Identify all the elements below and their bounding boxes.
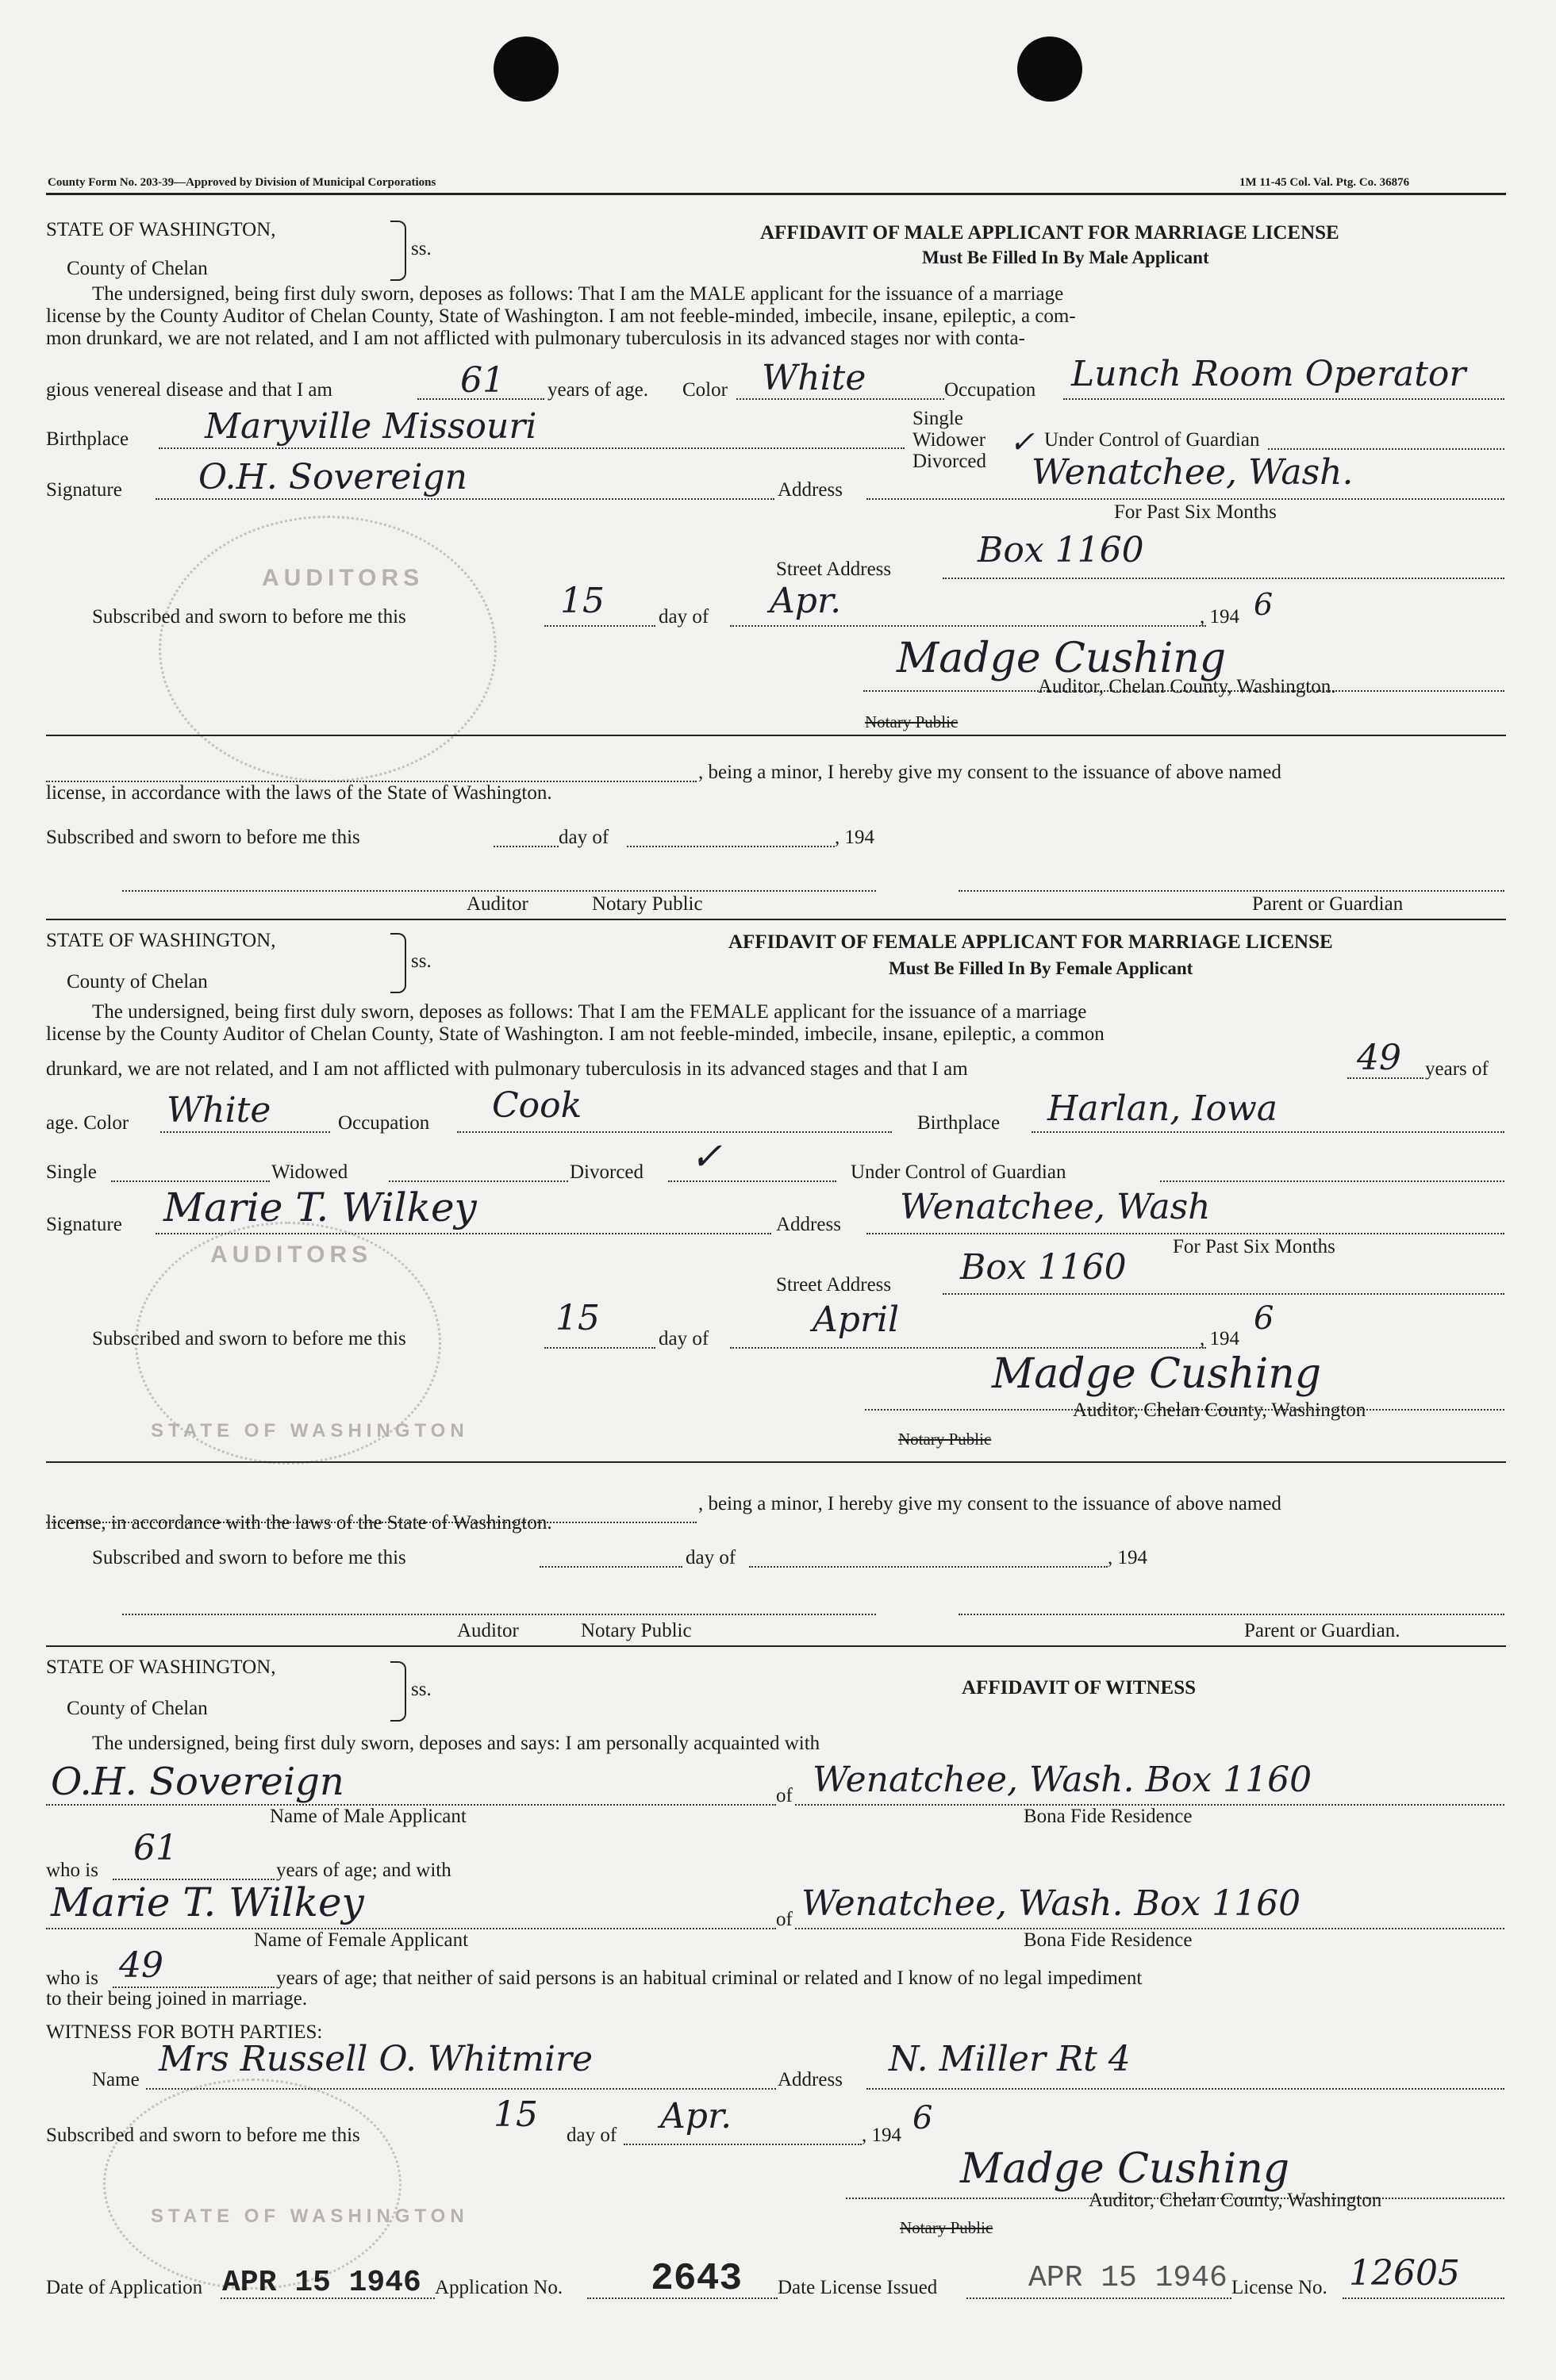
- female-years-of: years of: [1425, 1058, 1489, 1080]
- minor1-month-line: [627, 846, 835, 847]
- female-street-line: [943, 1293, 1504, 1295]
- venue-county: County of Chelan: [67, 258, 208, 279]
- male-year-digit[interactable]: 6: [1254, 587, 1274, 622]
- female-birthplace-label: Birthplace: [917, 1112, 1001, 1134]
- male-street[interactable]: Box 1160: [978, 530, 1144, 570]
- witness-venue-county: County of Chelan: [67, 1698, 208, 1719]
- female-widowed-line: [389, 1180, 568, 1182]
- female-address[interactable]: Wenatchee, Wash: [900, 1187, 1211, 1227]
- female-venue-county: County of Chelan: [67, 971, 208, 992]
- witness-name-line: [146, 2088, 776, 2090]
- header-rule: [46, 193, 1506, 195]
- witness-address-label: Address: [778, 2069, 843, 2090]
- minor1-parent: Parent or Guardian: [1252, 893, 1404, 915]
- female-month[interactable]: April: [813, 1299, 900, 1340]
- male-birthplace-label: Birthplace: [46, 428, 129, 450]
- witness-venue-state: STATE OF WASHINGTON,: [46, 1656, 276, 1678]
- female-widowed: Widowed: [271, 1161, 348, 1183]
- male-age-suffix: years of age.: [547, 379, 649, 401]
- female-single-line: [111, 1180, 270, 1182]
- witness-who-is-1: who is: [46, 1860, 98, 1881]
- male-day-line: [544, 625, 655, 627]
- minor2-consent-2: license, in accordance with the laws of the State of Washington.: [46, 1512, 552, 1534]
- witness-both-parties: WITNESS FOR BOTH PARTIES:: [46, 2021, 323, 2043]
- female-divorced-check[interactable]: ✓: [690, 1134, 723, 1179]
- application-number[interactable]: 2643: [651, 2258, 743, 2301]
- witness-address-line: [866, 2088, 1504, 2090]
- female-notary: Notary Public: [898, 1430, 992, 1449]
- minor1-parent-line: [959, 890, 1504, 892]
- male-guardian: Under Control of Guardian: [1044, 429, 1260, 451]
- minor2-year: , 194: [1108, 1547, 1147, 1568]
- male-body-1: The undersigned, being first duly sworn, deposes as follows: That I am the MALE applicant for the issuance of a marriage: [92, 283, 1064, 305]
- witness-sworn-label: Subscribed and sworn to before me this: [46, 2125, 360, 2146]
- female-divorced: Divorced: [570, 1161, 644, 1183]
- male-occupation-label: Occupation: [944, 379, 1036, 401]
- female-title: AFFIDAVIT OF FEMALE APPLICANT FOR MARRIAGE LICENSE: [728, 931, 1333, 953]
- male-widower: Widower: [912, 429, 986, 451]
- date-license-issued-stamp[interactable]: APR 15 1946: [1028, 2261, 1228, 2295]
- male-color-line: [736, 398, 944, 400]
- female-sworn-label: Subscribed and sworn to before me this: [92, 1328, 406, 1349]
- male-month[interactable]: Apr.: [770, 581, 842, 621]
- minor2-day-of: day of: [686, 1547, 736, 1568]
- male-signature[interactable]: O.H. Sovereign: [198, 457, 468, 497]
- minor2-section-rule: [46, 1645, 1506, 1647]
- witness-male-residence[interactable]: Wenatchee, Wash. Box 1160: [813, 1760, 1312, 1800]
- female-body-3: drunkard, we are not related, and I am not afflicted with pulmonary tuberculosis in its advanced stages and that I am: [46, 1058, 968, 1080]
- male-day-of: day of: [659, 606, 709, 628]
- minor1-year: , 194: [835, 827, 874, 848]
- minor2-parent-line: [959, 1614, 1504, 1615]
- witness-venue-ss: ss.: [411, 1679, 432, 1700]
- license-number-label: License No.: [1231, 2277, 1327, 2298]
- minor2-auditor: Auditor: [457, 1620, 519, 1641]
- female-birthplace[interactable]: Harlan, Iowa: [1047, 1088, 1278, 1129]
- minor1-consent: , being a minor, I hereby give my consent to the issuance of above named: [698, 762, 1281, 783]
- date-of-application-label: Date of Application: [46, 2277, 203, 2298]
- seal-text-2: AUDITORS: [210, 1242, 373, 1268]
- male-occupation-line: [1063, 398, 1504, 400]
- male-color[interactable]: White: [762, 358, 866, 398]
- female-body-1: The undersigned, being first duly sworn, deposes as follows: That I am the FEMALE applicant for the issuance of a marriage: [92, 1001, 1087, 1023]
- application-number-label: Application No.: [435, 2277, 563, 2298]
- witness-day-of: day of: [567, 2125, 617, 2146]
- license-number[interactable]: 12605: [1349, 2253, 1460, 2294]
- male-title: AFFIDAVIT OF MALE APPLICANT FOR MARRIAGE LICENSE: [760, 222, 1339, 244]
- female-venue-state: STATE OF WASHINGTON,: [46, 930, 276, 951]
- punch-hole-right: [1017, 36, 1082, 102]
- male-month-line: [730, 625, 1206, 627]
- witness-male-of: of: [776, 1785, 793, 1806]
- female-guardian: Under Control of Guardian: [851, 1161, 1066, 1183]
- female-day-line: [544, 1347, 655, 1349]
- minor2-sign-line: [122, 1614, 876, 1615]
- witness-male-age[interactable]: 61: [133, 1828, 178, 1868]
- female-street-label: Street Address: [776, 1274, 892, 1296]
- male-sworn-label: Subscribed and sworn to before me this: [92, 606, 406, 628]
- minor1-consent-2: license, in accordance with the laws of the State of Washington.: [46, 782, 552, 804]
- seal-text-1: AUDITORS: [262, 565, 425, 591]
- male-body-4: gious venereal disease and that I am: [46, 379, 332, 401]
- witness-address[interactable]: N. Miller Rt 4: [889, 2039, 1131, 2079]
- witness-male-name[interactable]: O.H. Sovereign: [51, 1760, 344, 1804]
- date-license-issued-line: [966, 2297, 1231, 2299]
- male-signature-label: Signature: [46, 479, 122, 501]
- male-occupation[interactable]: Lunch Room Operator: [1071, 354, 1466, 394]
- witness-auditor-title: Auditor, Chelan County, Washington: [1089, 2190, 1382, 2211]
- male-body-2: license by the County Auditor of Chelan County, State of Washington. I am not feeble-minded, imbecile, insane, epileptic, a com-: [46, 305, 1076, 327]
- female-age-color-label: age. Color: [46, 1112, 129, 1134]
- male-body-3: mon drunkard, we are not related, and I am not afflicted with pulmonary tuberculosis in its advanced stages nor with conta-: [46, 328, 1025, 349]
- minor2-day-line: [540, 1566, 682, 1568]
- female-month-line: [730, 1347, 1206, 1349]
- female-single: Single: [46, 1161, 97, 1183]
- female-color[interactable]: White: [167, 1090, 271, 1130]
- male-auditor-title: Auditor, Chelan County, Washington.: [1038, 676, 1336, 697]
- female-address-label: Address: [776, 1214, 841, 1235]
- minor1-day-of: day of: [559, 827, 609, 848]
- female-occupation-label: Occupation: [338, 1112, 430, 1134]
- male-past-six: For Past Six Months: [1114, 501, 1277, 523]
- date-of-application-stamp[interactable]: APR 15 1946: [222, 2266, 421, 2300]
- male-year-prefix: , 194: [1200, 606, 1239, 628]
- male-section-rule: [46, 735, 1506, 736]
- male-divorced: Divorced: [912, 451, 987, 472]
- male-divorced-check[interactable]: ✓: [1009, 424, 1035, 459]
- male-street-line: [943, 578, 1504, 579]
- male-age[interactable]: 61: [460, 360, 505, 401]
- female-age[interactable]: 49: [1357, 1038, 1401, 1078]
- male-single: Single: [912, 408, 963, 429]
- female-day-of: day of: [659, 1328, 709, 1349]
- minor1-auditor: Auditor: [467, 893, 528, 915]
- license-number-line: [1343, 2297, 1504, 2299]
- male-subtitle: Must Be Filled In By Male Applicant: [922, 248, 1209, 267]
- minor1-section-rule: [46, 919, 1506, 920]
- female-venue-ss: ss.: [411, 950, 432, 972]
- male-day[interactable]: 15: [560, 581, 605, 621]
- female-auditor-title: Auditor, Chelan County, Washington: [1073, 1399, 1366, 1421]
- female-occupation[interactable]: Cook: [492, 1085, 582, 1126]
- female-street[interactable]: Box 1160: [960, 1247, 1127, 1288]
- witness-years-rest: years of age; that neither of said persons is an habitual criminal or related and I know of no legal impediment: [276, 1967, 1143, 1989]
- witness-year-digit[interactable]: 6: [912, 2100, 933, 2136]
- witness-female-name-label: Name of Female Applicant: [254, 1929, 469, 1951]
- male-auditor-signature[interactable]: Madge Cushing: [897, 635, 1226, 682]
- witness-who-is-2: who is: [46, 1967, 98, 1989]
- witness-month-line: [624, 2144, 862, 2145]
- minor1-sworn: Subscribed and sworn to before me this: [46, 827, 360, 848]
- date-license-issued-label: Date License Issued: [778, 2277, 938, 2298]
- print-code: 1M 11-45 Col. Val. Ptg. Co. 36876: [1239, 176, 1410, 189]
- female-day[interactable]: 15: [555, 1298, 600, 1338]
- witness-name-label: Name: [92, 2069, 140, 2090]
- female-signature-label: Signature: [46, 1214, 122, 1235]
- male-color-label: Color: [682, 379, 728, 401]
- seal-text-4: STATE OF WASHINGTON: [151, 2205, 469, 2227]
- female-address-line: [866, 1233, 1504, 1234]
- female-auditor-signature[interactable]: Madge Cushing: [992, 1350, 1321, 1398]
- venue-brace: [390, 221, 406, 281]
- minor1-notary: Notary Public: [592, 893, 703, 915]
- minor2-sworn: Subscribed and sworn to before me this: [92, 1547, 406, 1568]
- male-address-label: Address: [778, 479, 843, 501]
- minor2-parent: Parent or Guardian.: [1244, 1620, 1400, 1641]
- male-birthplace[interactable]: Maryville Missouri: [205, 406, 537, 447]
- male-address[interactable]: Wenatchee, Wash.: [1032, 452, 1354, 493]
- auditor-seal-3: [103, 2079, 401, 2290]
- male-street-label: Street Address: [776, 559, 892, 580]
- witness-female-name[interactable]: Marie T. Wilkey: [51, 1879, 364, 1925]
- male-address-line: [866, 498, 1504, 500]
- auditor-seal-1: [159, 516, 497, 782]
- witness-title: AFFIDAVIT OF WITNESS: [962, 1677, 1196, 1699]
- female-year-digit[interactable]: 6: [1254, 1300, 1274, 1337]
- minor2-consent: , being a minor, I hereby give my consent to the issuance of above named: [698, 1493, 1281, 1514]
- witness-notary: Notary Public: [900, 2218, 993, 2237]
- witness-year-prefix: , 194: [862, 2125, 901, 2146]
- female-divorced-line: [668, 1180, 836, 1182]
- male-guardian-line: [1268, 448, 1504, 450]
- witness-auditor-signature[interactable]: Madge Cushing: [960, 2145, 1289, 2193]
- witness-female-age[interactable]: 49: [119, 1945, 163, 1986]
- seal-text-3: STATE OF WASHINGTON: [151, 1420, 469, 1441]
- female-occupation-line: [457, 1131, 892, 1133]
- punch-hole-left: [494, 36, 559, 102]
- witness-years-rest-2: to their being joined in marriage.: [46, 1988, 308, 2010]
- witness-years-and: years of age; and with: [276, 1860, 451, 1881]
- female-guardian-line: [1160, 1180, 1504, 1182]
- witness-name[interactable]: Mrs Russell O. Whitmire: [159, 2039, 594, 2079]
- witness-res-label-2: Bona Fide Residence: [1024, 1929, 1193, 1951]
- witness-female-residence[interactable]: Wenatchee, Wash. Box 1160: [801, 1883, 1301, 1924]
- female-signature-line: [156, 1233, 771, 1234]
- venue-ss: ss.: [411, 238, 432, 259]
- witness-intro: The undersigned, being first duly sworn, deposes and says: I am personally acquainted with: [92, 1733, 820, 1754]
- form-number: County Form No. 203-39—Approved by Division of Municipal Corporations: [48, 176, 436, 189]
- female-birthplace-line: [1032, 1131, 1504, 1133]
- female-color-line: [160, 1131, 330, 1133]
- witness-female-of: of: [776, 1909, 793, 1930]
- female-body-2: license by the County Auditor of Chelan County, State of Washington. I am not feeble-minded, imbecile, insane, epileptic, a common: [46, 1023, 1105, 1045]
- witness-month[interactable]: Apr.: [660, 2096, 732, 2136]
- female-subtitle: Must Be Filled In By Female Applicant: [889, 958, 1193, 978]
- venue-state: STATE OF WASHINGTON,: [46, 219, 276, 240]
- minor1-sign-line: [122, 890, 876, 892]
- witness-res-label-1: Bona Fide Residence: [1024, 1806, 1193, 1827]
- male-signature-line: [156, 498, 774, 500]
- female-venue-brace: [390, 933, 406, 993]
- female-signature[interactable]: Marie T. Wilkey: [163, 1184, 477, 1230]
- witness-venue-brace: [390, 1661, 406, 1722]
- female-past-six: For Past Six Months: [1173, 1236, 1335, 1257]
- minor1-day-line: [494, 846, 559, 847]
- female-year-prefix: , 194: [1200, 1328, 1239, 1349]
- witness-male-name-label: Name of Male Applicant: [270, 1806, 467, 1827]
- male-birthplace-line: [159, 447, 905, 449]
- witness-day[interactable]: 15: [494, 2094, 538, 2135]
- male-notary: Notary Public: [865, 712, 959, 731]
- minor2-notary: Notary Public: [581, 1620, 692, 1641]
- female-section-rule: [46, 1461, 1506, 1463]
- minor2-month-line: [749, 1566, 1108, 1568]
